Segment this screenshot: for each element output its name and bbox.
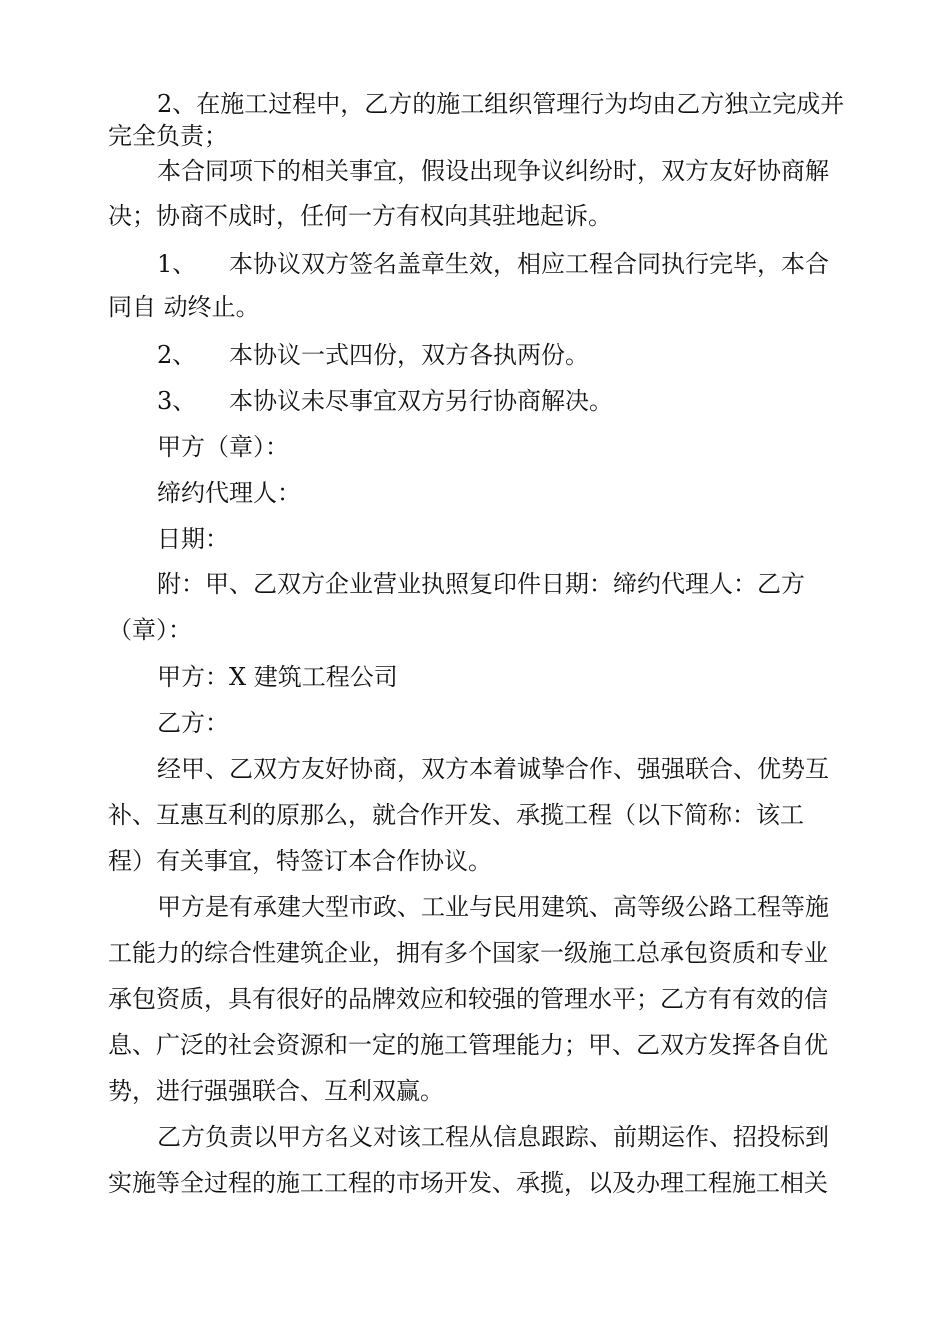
paragraph-line: 实施等全过程的施工工程的市场开发、承揽，以及办理工程施工相关 xyxy=(108,1169,828,1197)
numbered-item-1 xyxy=(157,248,829,280)
paragraph-line: 2、在施工过程中，乙方的施工组织管理行为均由乙方独立完成并 xyxy=(157,90,845,118)
party-a-name: 甲方：X 建筑工程公司 xyxy=(157,663,398,691)
paragraph-line: 息、广泛的社会资源和一定的施工管理能力；甲、乙双方发挥各自优 xyxy=(108,1031,828,1059)
paragraph-line: 完全负责； xyxy=(108,122,228,150)
item-text: 本协议双方签名盖章生效，相应工程合同执行完毕，本合 xyxy=(229,250,829,278)
item-number: 1、 xyxy=(157,250,197,278)
paragraph-line: 决；协商不成时，任何一方有权向其驻地起诉。 xyxy=(108,202,612,230)
item-number: 2、 xyxy=(157,341,197,369)
paragraph-line: 经甲、乙双方友好协商，双方本着诚挚合作、强强联合、优势互 xyxy=(157,755,829,783)
attachment-line: 附：甲、乙双方企业营业执照复印件日期：缔约代理人：乙方 xyxy=(157,570,805,598)
paragraph-line: 工能力的综合性建筑企业，拥有多个国家一级施工总承包资质和专业 xyxy=(108,939,828,967)
paragraph-line: 补、互惠互利的原那么，就合作开发、承揽工程（以下简称：该工 xyxy=(108,801,804,829)
party-a-seal-label: 甲方（章）： xyxy=(157,433,289,461)
paragraph-line: 乙方负责以甲方名义对该工程从信息跟踪、前期运作、招投标到 xyxy=(157,1123,829,1151)
paragraph-line: 程）有关事宜，特签订本合作协议。 xyxy=(108,847,492,875)
paragraph-line: （章）： xyxy=(108,616,192,644)
item-text: 本协议一式四份，双方各执两份。 xyxy=(229,341,589,369)
date-label: 日期： xyxy=(157,525,229,553)
paragraph-line: 甲方是有承建大型市政、工业与民用建筑、高等级公路工程等施 xyxy=(157,893,829,921)
numbered-item-3 xyxy=(157,385,613,417)
item-text: 本协议未尽事宜双方另行协商解决。 xyxy=(229,387,613,415)
paragraph-line: 承包资质，具有很好的品牌效应和较强的管理水平；乙方有有效的信 xyxy=(108,985,828,1013)
agent-label: 缔约代理人： xyxy=(157,479,301,507)
paragraph-line: 同自 动终止。 xyxy=(108,293,260,321)
item-number: 3、 xyxy=(157,387,197,415)
numbered-item-2 xyxy=(157,339,589,371)
paragraph-line: 本合同项下的相关事宜，假设出现争议纠纷时，双方友好协商解 xyxy=(157,157,829,185)
paragraph-line: 势，进行强强联合、互利双赢。 xyxy=(108,1077,444,1105)
party-b-label: 乙方： xyxy=(157,709,229,737)
